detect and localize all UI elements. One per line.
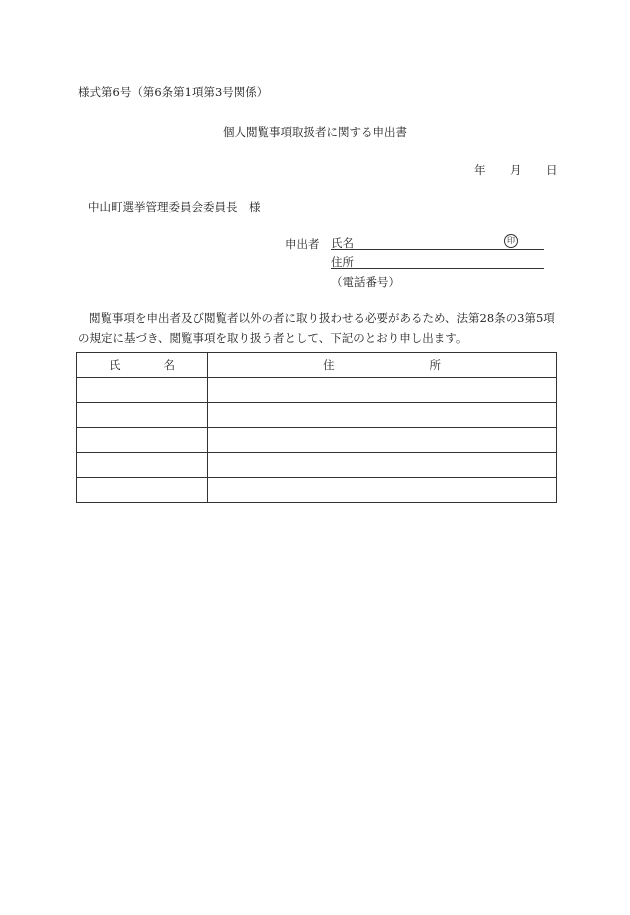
applicant-name-field[interactable] bbox=[331, 235, 544, 250]
date-year-label: 年 bbox=[474, 163, 486, 177]
name-label: 氏名 bbox=[331, 236, 354, 250]
address-label: 住所 bbox=[331, 255, 354, 269]
header-name-char-2: 名 bbox=[163, 358, 175, 372]
seal-mark-icon: 印 bbox=[504, 234, 518, 248]
addressee: 中山町選挙管理委員会委員長 様 bbox=[88, 200, 261, 214]
header-address-char-2: 所 bbox=[429, 358, 441, 372]
document-title: 個人閲覧事項取扱者に関する申出書 bbox=[223, 125, 407, 139]
name-cell[interactable] bbox=[77, 453, 208, 478]
table-header-row bbox=[77, 353, 557, 378]
address-cell[interactable] bbox=[208, 428, 557, 453]
phone-label: （電話番号） bbox=[331, 275, 400, 289]
name-cell[interactable] bbox=[77, 428, 208, 453]
form-number: 様式第6号（第6条第1項第3号関係） bbox=[78, 85, 269, 99]
handler-table bbox=[76, 352, 557, 503]
applicant-address-field[interactable] bbox=[331, 254, 544, 269]
address-cell[interactable] bbox=[208, 403, 557, 428]
name-cell[interactable] bbox=[77, 403, 208, 428]
header-address bbox=[208, 353, 557, 378]
table-row bbox=[77, 378, 557, 403]
table-row bbox=[77, 478, 557, 503]
table-row bbox=[77, 453, 557, 478]
address-cell[interactable] bbox=[208, 378, 557, 403]
address-cell[interactable] bbox=[208, 453, 557, 478]
date-month-label: 月 bbox=[510, 163, 522, 177]
address-cell[interactable] bbox=[208, 478, 557, 503]
name-cell[interactable] bbox=[77, 378, 208, 403]
header-address-char-1: 住 bbox=[323, 358, 335, 372]
table-row bbox=[77, 428, 557, 453]
date-day-label: 日 bbox=[546, 163, 558, 177]
header-name bbox=[77, 353, 208, 378]
table-row bbox=[77, 403, 557, 428]
applicant-label: 申出者 bbox=[285, 237, 320, 251]
body-text: 閲覧事項を申出者及び閲覧者以外の者に取り扱わせる必要があるため、法第28条の3第5項の規定に基づき、閲覧事項を取り扱う者として、下記のとおり申し出ます。 bbox=[78, 311, 555, 345]
header-name-char-1: 氏 bbox=[109, 358, 121, 372]
name-cell[interactable] bbox=[77, 478, 208, 503]
